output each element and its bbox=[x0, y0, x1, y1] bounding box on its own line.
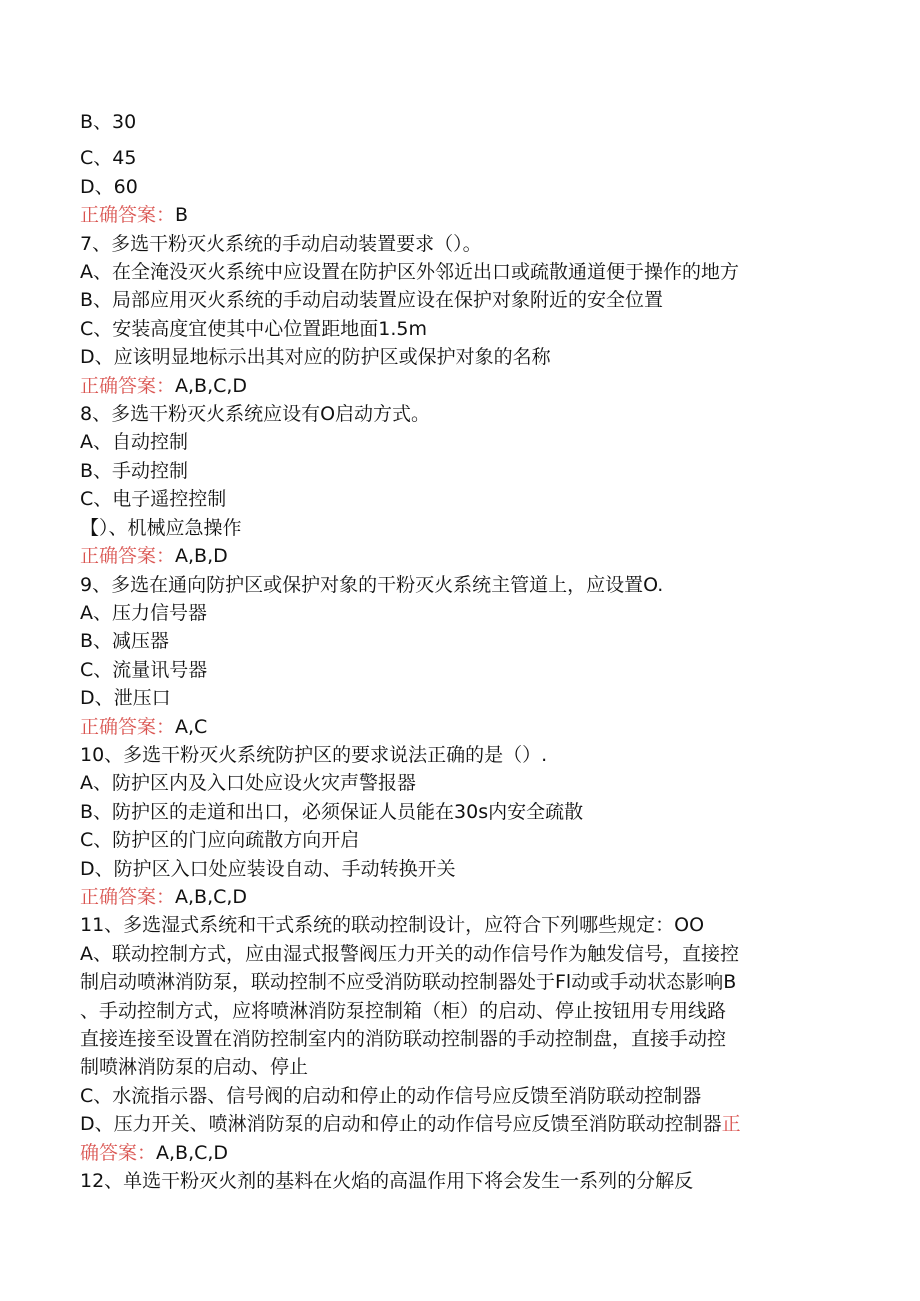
exam-page bbox=[80, 108, 840, 1195]
question-7-stem: 7、多选干粉灭火系统的手动启动装置要求（）。 bbox=[80, 232, 482, 255]
q11-answer bbox=[80, 1139, 840, 1167]
q8-option-c: C、电子遥控控制 bbox=[80, 488, 227, 511]
question-9-stem: 9、多选在通向防护区或保护对象的干粉灭火系统主管道上，应设置O. bbox=[80, 573, 664, 596]
q9-answer bbox=[80, 713, 840, 741]
answer-label: 正确答案： bbox=[80, 545, 176, 568]
answer-value: A,B,C,D bbox=[175, 885, 248, 908]
q10-answer bbox=[80, 883, 840, 911]
q7-option-c: C、安装高度宜使其中心位置距地面1.5m bbox=[80, 317, 427, 340]
answer-label: 正确答案： bbox=[80, 885, 176, 908]
option-b: B、30 bbox=[80, 111, 137, 133]
q11-option-c: C、水流指示器、信号阀的启动和停止的动作信号应反馈至消防联动控制器 bbox=[80, 1084, 702, 1107]
option-d: D、60 bbox=[80, 175, 138, 198]
q8-answer bbox=[80, 542, 840, 570]
q11-option-b-line-2: 直接连接至设置在消防控制室内的消防联动控制器的手动控制盘，直接手动控 bbox=[80, 1028, 727, 1050]
q11-option-d-text: D、压力开关、喷淋消防泵的启动和停止的动作信号应反馈至消防联动控制器 bbox=[80, 1113, 722, 1136]
question-8-stem: 8、多选干粉灭火系统应设有O启动方式。 bbox=[80, 403, 431, 426]
q11-option-b-line-1: 、手动控制方式，应将喷淋消防泵控制箱（柜）的启动、停止按钮用专用线路 bbox=[80, 999, 727, 1022]
answer-label-start: 正 bbox=[721, 1113, 741, 1136]
q7-option-b: B、局部应用灭火系统的手动启动装置应设在保护对象附近的安全位置 bbox=[80, 289, 664, 312]
q11-option-a-line-2: 制启动喷淋消防泵，联动控制不应受消防联动控制器处于Fl动或手动状态影响B bbox=[80, 971, 737, 994]
answer-value: B bbox=[175, 204, 189, 227]
answer-value: A,C bbox=[175, 715, 208, 738]
q9-option-a: A、压力信号器 bbox=[80, 601, 207, 624]
q9-option-d: D、泄压口 bbox=[80, 687, 171, 710]
q10-option-b: B、防护区的走道和出口，必须保证人员能在30s内安全疏散 bbox=[80, 800, 584, 823]
answer-value: A,B,C,D bbox=[175, 374, 248, 397]
q7-answer bbox=[80, 372, 840, 400]
q7-option-d: D、应该明显地标示出其对应的防护区或保护对象的名称 bbox=[80, 346, 551, 369]
answer-value: A,B,C,D bbox=[156, 1141, 229, 1164]
q10-option-d: D、防护区入口处应装设自动、手动转换开关 bbox=[80, 857, 456, 880]
option-c: C、45 bbox=[80, 147, 137, 170]
q11-option-d bbox=[80, 1110, 840, 1138]
answer-line bbox=[80, 201, 840, 229]
answer-label: 正确答案： bbox=[80, 715, 176, 738]
q8-option-a: A、自动控制 bbox=[80, 431, 188, 454]
q9-option-c: C、流量讯号器 bbox=[80, 658, 208, 681]
question-12-stem: 12、单选干粉灭火剂的基料在火焰的高温作用下将会发生一系列的分解反 bbox=[80, 1170, 694, 1193]
q11-option-a-line-1: A、联动控制方式，应由湿式报警阀压力开关的动作信号作为触发信号，直接控 bbox=[80, 942, 739, 965]
answer-label: 确答案： bbox=[80, 1141, 157, 1164]
q7-option-a: A、在全淹没灭火系统中应设置在防护区外邻近出口或疏散通道便于操作的地方 bbox=[80, 261, 739, 284]
answer-value: A,B,D bbox=[175, 545, 228, 568]
question-11-stem: 11、多选湿式系统和干式系统的联动控制设计，应符合下列哪些规定：OO bbox=[80, 914, 705, 937]
q8-option-d: 【）、机械应急操作 bbox=[80, 516, 242, 539]
q9-option-b: B、减压器 bbox=[80, 630, 170, 653]
question-10-stem: 10、多选干粉灭火系统防护区的要求说法正确的是（）. bbox=[80, 743, 548, 766]
answer-label: 正确答案： bbox=[80, 374, 176, 397]
q10-option-a: A、防护区内及入口处应设火灾声警报器 bbox=[80, 772, 416, 795]
q10-option-c: C、防护区的门应向疏散方向开启 bbox=[80, 829, 360, 852]
q11-option-b-line-3: 制喷淋消防泵的启动、停止 bbox=[80, 1056, 309, 1079]
q8-option-b: B、手动控制 bbox=[80, 459, 189, 482]
answer-label: 正确答案： bbox=[80, 204, 176, 227]
